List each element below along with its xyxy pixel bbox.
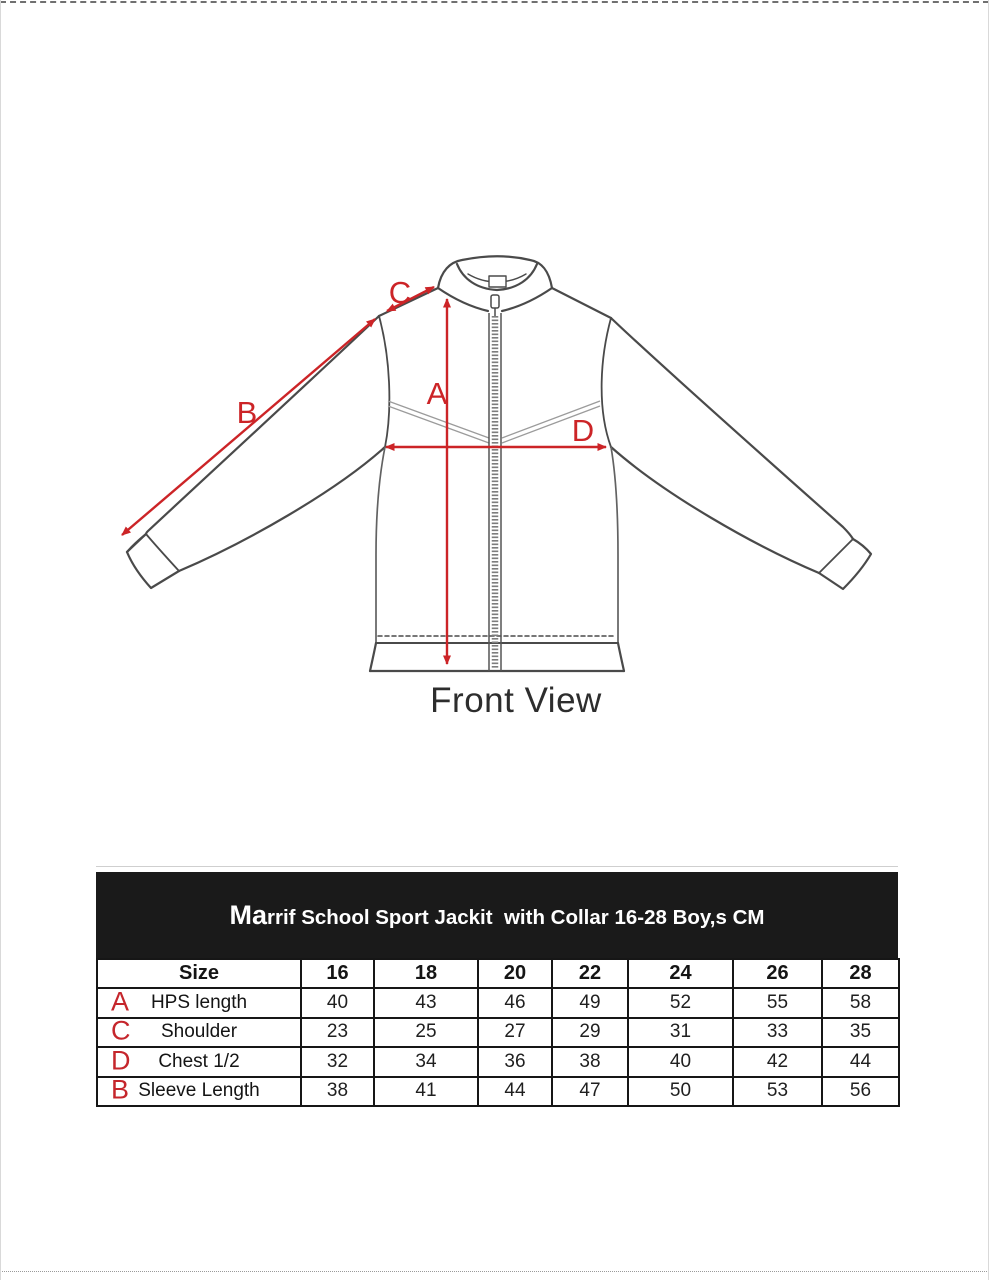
measure-label-b: B [236, 395, 258, 430]
body-side-left [376, 447, 385, 643]
cell-value: 25 [374, 1018, 478, 1048]
shoulder-seam-right [552, 288, 611, 318]
table-row-shoulder [97, 1018, 899, 1048]
cell-value: 33 [733, 1018, 822, 1048]
measure-letter: C [111, 1017, 131, 1046]
jacket-outline [127, 256, 871, 671]
row-label: Chest 1/2 [158, 1050, 240, 1072]
col-header-28: 28 [822, 959, 899, 988]
armhole-right [602, 318, 611, 447]
cell-value: 50 [628, 1077, 733, 1107]
table-header-row [97, 959, 899, 988]
sleeve-left-underside [179, 447, 385, 571]
size-chart-banner [96, 872, 898, 958]
cell-value: 34 [374, 1047, 478, 1077]
col-header-size: Size [97, 959, 301, 988]
cell-value: 40 [301, 988, 374, 1018]
cell-value: 44 [822, 1047, 899, 1077]
cell-value: 47 [552, 1077, 628, 1107]
cell-value: 42 [733, 1047, 822, 1077]
zipper [489, 295, 501, 671]
waistband-right-edge [618, 643, 624, 671]
row-label-cell [97, 1047, 301, 1077]
measure-letter: D [111, 1047, 131, 1076]
row-label-cell [97, 988, 301, 1018]
body-side-right [611, 447, 618, 643]
measure-letter: B [111, 1076, 130, 1105]
row-label-cell [97, 1018, 301, 1048]
cell-value: 41 [374, 1077, 478, 1107]
col-header-20: 20 [478, 959, 552, 988]
cell-value: 36 [478, 1047, 552, 1077]
cell-value: 43 [374, 988, 478, 1018]
table-row-hps-length [97, 988, 899, 1018]
row-label: Sleeve Length [138, 1080, 260, 1102]
cell-value: 23 [301, 1018, 374, 1048]
cell-value: 56 [822, 1077, 899, 1107]
sleeve-right-underside [611, 447, 819, 573]
cell-value: 46 [478, 988, 552, 1018]
col-header-18: 18 [374, 959, 478, 988]
cell-value: 53 [733, 1077, 822, 1107]
zipper-pull [491, 295, 499, 308]
row-label: HPS length [150, 991, 248, 1013]
title-rest: rrif School Sport Jackit with Collar 16-28 Boy,s CM [267, 905, 765, 929]
cell-value: 40 [628, 1047, 733, 1077]
neckline-left [438, 288, 488, 311]
col-header-22: 22 [552, 959, 628, 988]
waistband-left-edge [370, 643, 376, 671]
cell-value: 38 [301, 1077, 374, 1107]
measure-label-c: C [388, 275, 412, 310]
cuff-right-seam [819, 539, 853, 573]
page-bottom-perforation [0, 1271, 989, 1272]
sleeve-right-top-edge [611, 318, 853, 539]
banner-hairline [96, 866, 898, 867]
cell-value: 55 [733, 988, 822, 1018]
armhole-left [379, 316, 389, 447]
measure-label-d: D [571, 413, 595, 448]
cell-value: 35 [822, 1018, 899, 1048]
front-view-caption: Front View [430, 681, 602, 720]
row-label-cell [97, 1077, 301, 1107]
measure-letter: A [111, 988, 130, 1017]
measure-label-a: A [426, 376, 448, 411]
size-chart-table [96, 958, 900, 1107]
row-label: Shoulder [160, 1021, 238, 1043]
cuff-left-seam [146, 534, 179, 571]
cell-value: 29 [552, 1018, 628, 1048]
cell-value: 32 [301, 1047, 374, 1077]
cell-value: 31 [628, 1018, 733, 1048]
col-header-26: 26 [733, 959, 822, 988]
cell-value: 52 [628, 988, 733, 1018]
cell-value: 44 [478, 1077, 552, 1107]
title-prefix: Ma [229, 899, 268, 930]
table-row-sleeve-length [97, 1077, 899, 1107]
cell-value: 58 [822, 988, 899, 1018]
cell-value: 49 [552, 988, 628, 1018]
size-chart-title [230, 900, 765, 931]
col-header-24: 24 [628, 959, 733, 988]
sleeve-left-top-edge [127, 316, 379, 552]
table-row-chest [97, 1047, 899, 1077]
cell-value: 27 [478, 1018, 552, 1048]
neck-label-tag [489, 276, 506, 287]
cell-value: 38 [552, 1047, 628, 1077]
neckline-right [502, 288, 552, 311]
col-header-16: 16 [301, 959, 374, 988]
